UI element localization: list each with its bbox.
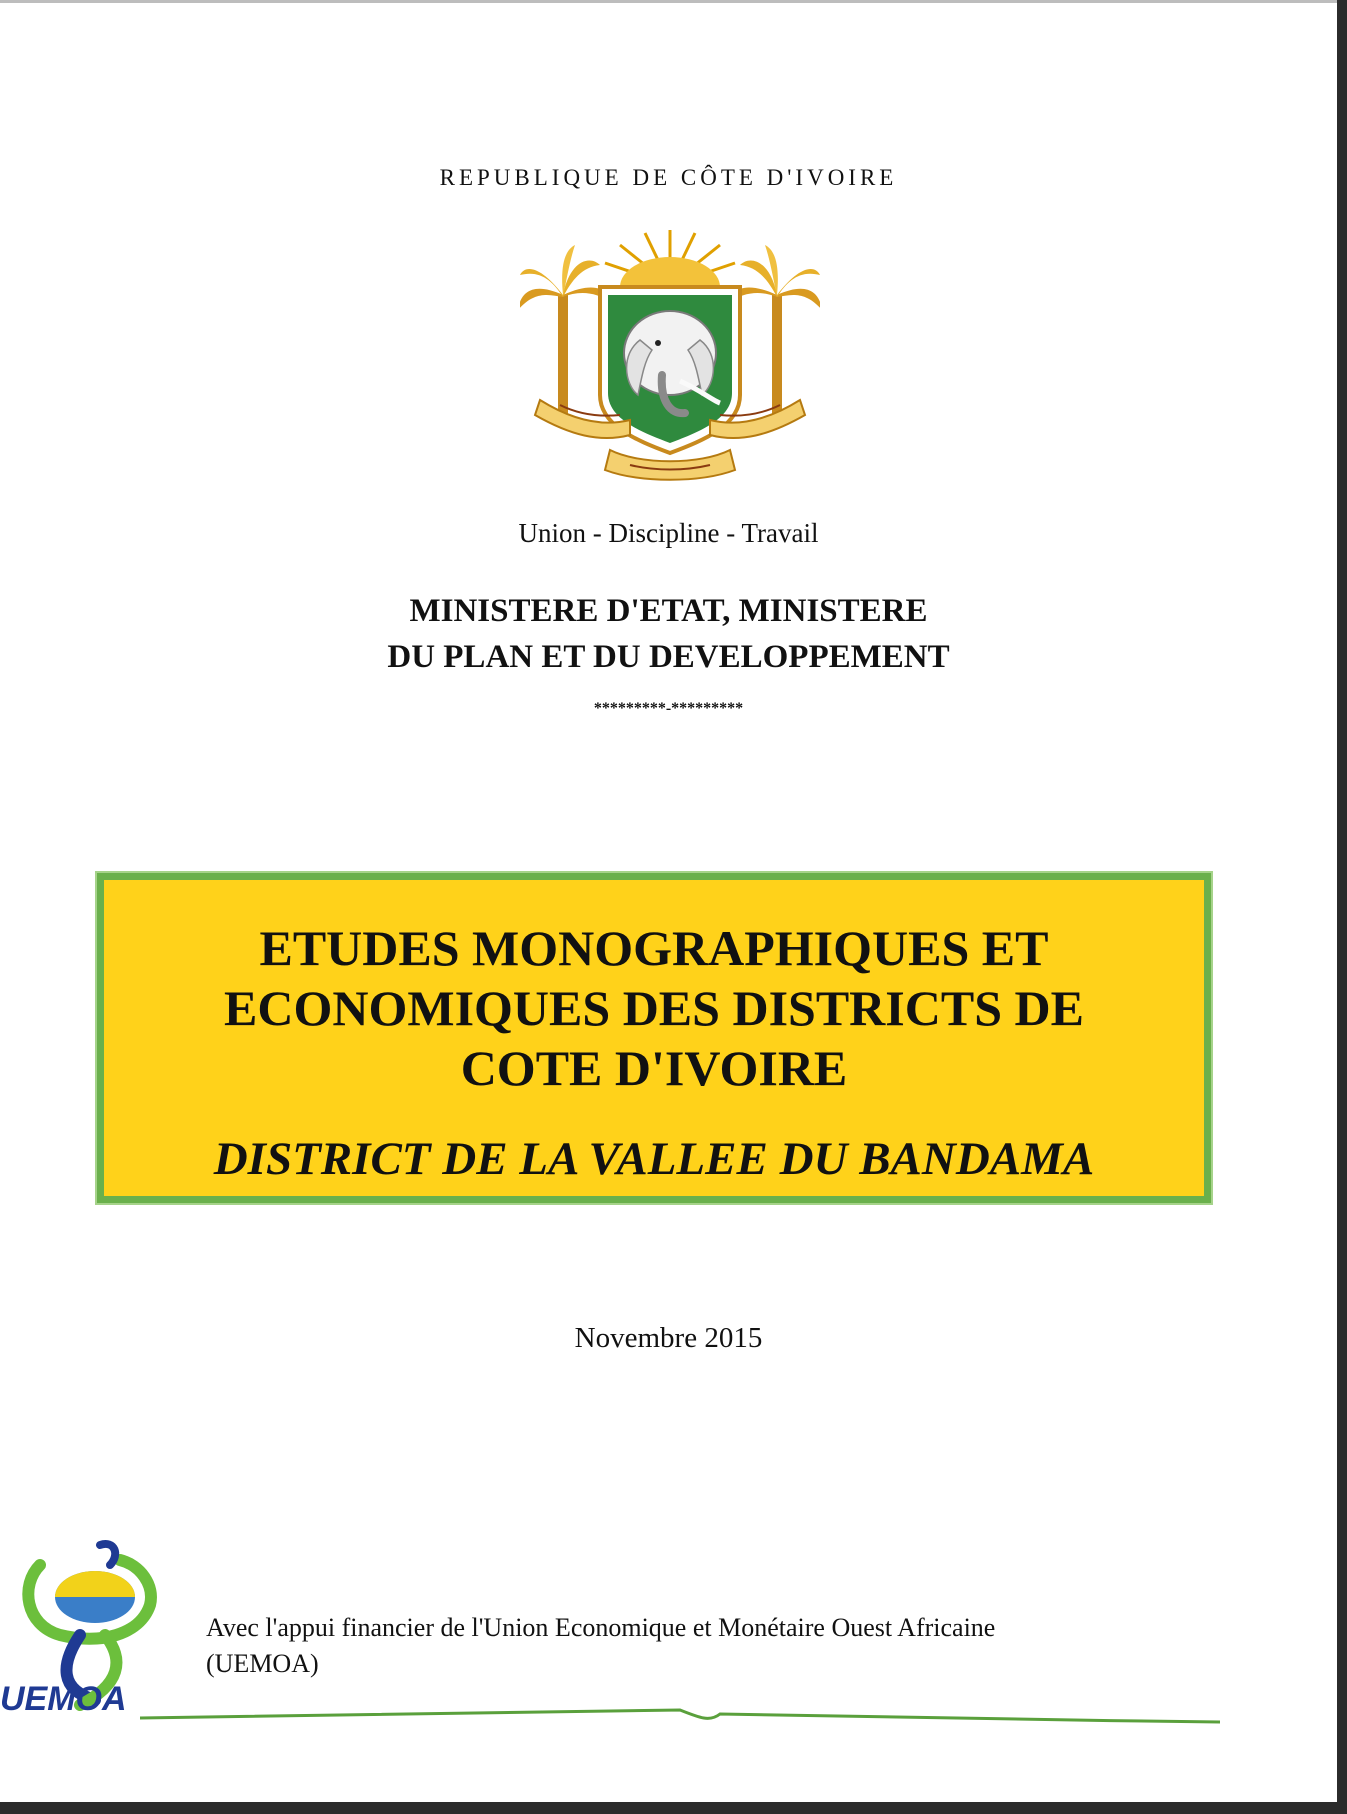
support-line-2: (UEMOA) (206, 1649, 319, 1678)
ministry-line-2: DU PLAN ET DU DEVELOPPEMENT (387, 639, 950, 675)
main-title-line-2: ECONOMIQUES DES DISTRICTS DE (224, 980, 1084, 1036)
country-heading: REPUBLIQUE DE CÔTE D'IVOIRE (439, 165, 898, 190)
ministry-block (0, 588, 1337, 680)
title-box (97, 873, 1211, 1203)
scan-edge-bottom (0, 1802, 1347, 1814)
district-title: DISTRICT DE LA VALLEE DU BANDAMA (213, 1133, 1095, 1185)
financial-support-note (206, 1610, 1206, 1682)
scan-edge-right (1337, 0, 1347, 1814)
main-title (104, 918, 1204, 1098)
coat-of-arms-icon (520, 225, 820, 490)
main-title-line-3: COTE D'IVOIRE (460, 1040, 848, 1096)
ministry-line-1: MINISTERE D'ETAT, MINISTERE (409, 593, 928, 629)
national-motto: Union - Discipline - Travail (518, 518, 819, 548)
support-line-1: Avec l'appui financier de l'Union Economique et Monétaire Ouest Africaine (206, 1613, 996, 1642)
scan-edge-top (0, 0, 1347, 3)
publication-date: Novembre 2015 (574, 1322, 763, 1354)
uemoa-wordmark: UEMOA (0, 1680, 127, 1718)
footer-divider (140, 1700, 1220, 1730)
main-title-line-1: ETUDES MONOGRAPHIQUES ET (259, 920, 1049, 976)
separator-stars: *********-********* (593, 700, 744, 717)
